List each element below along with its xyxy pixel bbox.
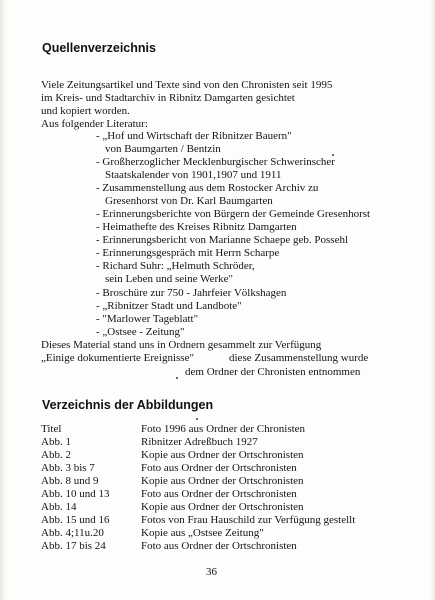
figure-label: Abb. 8 und 9 <box>41 475 99 487</box>
scan-edge <box>430 0 435 600</box>
figure-label: Abb. 15 und 16 <box>41 514 110 526</box>
figure-label: Abb. 17 bis 24 <box>41 540 106 552</box>
figure-source: Ribnitzer Adreßbuch 1927 <box>141 436 258 448</box>
figure-label: Abb. 3 bis 7 <box>41 462 95 474</box>
intro-line: und kopiert worden. <box>41 105 130 117</box>
literature-item: - „Ribnitzer Stadt und Landbote" <box>96 300 242 312</box>
literature-item: - „Ostsee - Zeitung" <box>96 326 185 338</box>
figure-source: Foto 1996 aus Ordner der Chronisten <box>141 423 306 435</box>
closing-line: diese Zusammenstellung wurde <box>229 352 369 364</box>
intro-line: Viele Zeitungsartikel und Texte sind von den Chronisten seit 1995 <box>41 79 333 91</box>
section-heading-sources: Quellenverzeichnis <box>42 41 156 55</box>
literature-item: - Erinnerungsbericht von Marianne Schaepe geb. Possehl <box>96 234 349 246</box>
literature-item: - Zusammenstellung aus dem Rostocker Archiv zu <box>96 182 319 194</box>
literature-item: - "Marlower Tageblatt" <box>96 313 199 325</box>
literature-item-continued: Staatskalender von 1901,1907 und 1911 <box>105 169 282 181</box>
figure-source: Kopie aus „Ostsee Zeitung" <box>141 527 264 539</box>
closing-line: dem Ordner der Chronisten entnommen <box>185 366 361 378</box>
figure-label: Abb. 10 und 13 <box>41 488 110 500</box>
intro-line: im Kreis- und Stadtarchiv in Ribnitz Damgarten gesichtet <box>41 92 295 104</box>
figure-source: Foto aus Ordner der Ortschronisten <box>141 540 297 552</box>
scan-speck <box>196 418 198 420</box>
literature-item: - Erinnerungsberichte von Bürgern der Gemeinde Gresenhorst <box>96 208 371 220</box>
literature-item-continued: sein Leben und seine Werke" <box>105 273 234 285</box>
literature-item: - Erinnerungsgespräch mit Herrn Scharpe <box>96 247 280 259</box>
page-number: 36 <box>206 566 217 578</box>
figure-source: Foto aus Ordner der Ortschronisten <box>141 462 297 474</box>
figure-label: Abb. 4;11u.20 <box>41 527 104 539</box>
literature-item: - Broschüre zur 750 - Jahrfeier Völkshagen <box>96 287 287 299</box>
figure-label: Abb. 14 <box>41 501 77 513</box>
scan-speck <box>176 377 178 379</box>
literature-item-continued: Gresenhorst von Dr. Karl Baumgarten <box>105 195 273 207</box>
figure-source: Foto aus Ordner der Ortschronisten <box>141 488 297 500</box>
section-heading-figures: Verzeichnis der Abbildungen <box>42 398 214 412</box>
closing-line: Dieses Material stand uns in Ordnern gesammelt zur Verfügung <box>41 339 322 351</box>
intro-line: Aus folgender Literatur: <box>41 118 148 130</box>
figure-source: Fotos von Frau Hauschild zur Verfügung gestellt <box>141 514 356 526</box>
literature-item: - Heimathefte des Kreises Ribnitz Damgarten <box>96 221 297 233</box>
literature-item: - Richard Suhr: „Helmuth Schröder, <box>96 260 255 272</box>
figure-source: Kopie aus Ordner der Ortschronisten <box>141 449 304 461</box>
figure-source: Kopie aus Ordner der Ortschronisten <box>141 501 304 513</box>
figure-label: Abb. 1 <box>41 436 71 448</box>
figure-source: Kopie aus Ordner der Ortschronisten <box>141 475 304 487</box>
literature-item: - Großherzoglicher Mecklenburgischer Schwerinscher <box>96 156 335 168</box>
figure-label: Abb. 2 <box>41 449 71 461</box>
figure-label: Titel <box>41 423 62 435</box>
literature-item-continued: von Baumgarten / Bentzin <box>105 143 221 155</box>
closing-line: „Einige dokumentierte Ereignisse" <box>41 352 194 364</box>
scan-speck <box>332 154 334 156</box>
scan-edge <box>0 0 6 600</box>
literature-item: - „Hof und Wirtschaft der Ribnitzer Bauern" <box>96 130 292 142</box>
